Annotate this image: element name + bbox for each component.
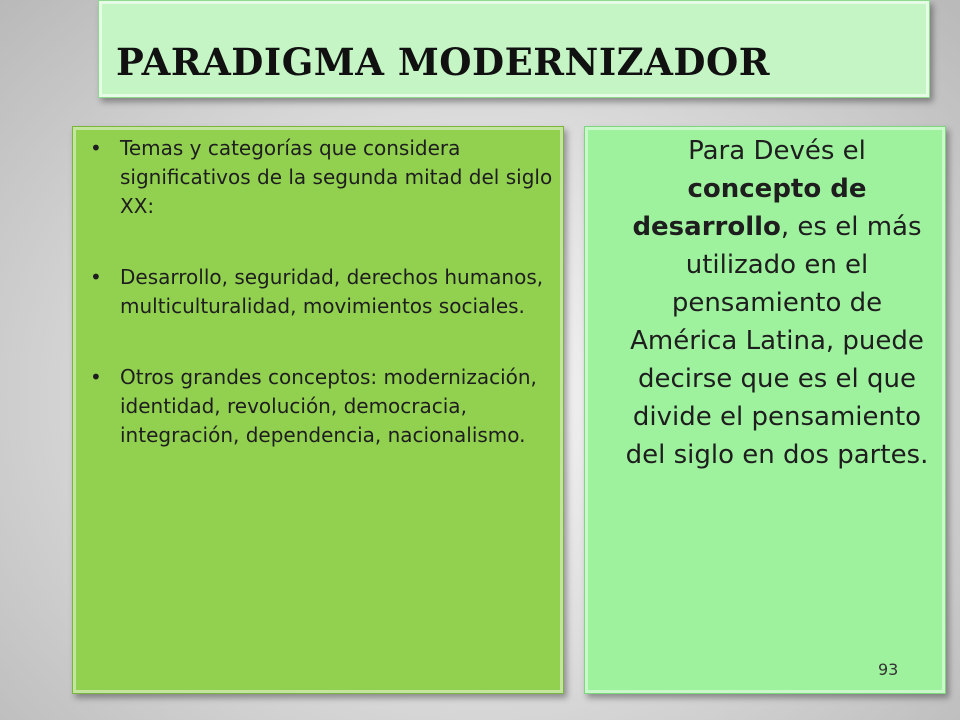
page-number: 93: [878, 660, 899, 679]
bullet-item: [86, 134, 556, 221]
bullet-item: [86, 363, 556, 450]
bullet-icon: •: [90, 136, 102, 160]
bullet-icon: •: [90, 265, 102, 289]
bullet-text: Desarrollo, seguridad, derechos humanos, multiculturalidad, movimientos sociales.: [120, 265, 544, 318]
slide-title: PARADIGMA MODERNIZADOR: [116, 40, 770, 84]
bullet-icon: •: [90, 365, 102, 389]
bullet-text: Temas y categorías que considera significativos de la segunda mitad del siglo XX:: [120, 136, 553, 218]
paragraph-bold-term: concepto de desarrollo: [632, 174, 867, 242]
right-paragraph: [618, 132, 936, 474]
bullet-item: [86, 263, 556, 321]
paragraph-rest: , es el más utilizado en el pensamiento de América Latina, puede decirse que es el que divide el pensamiento del siglo en dos partes.: [625, 212, 929, 470]
bullet-text: Otros grandes conceptos: modernización, identidad, revolución, democracia, integración, dependencia, nacionalismo.: [120, 365, 537, 447]
bullet-list: [86, 134, 556, 492]
paragraph-intro: Para Devés el: [688, 136, 866, 166]
